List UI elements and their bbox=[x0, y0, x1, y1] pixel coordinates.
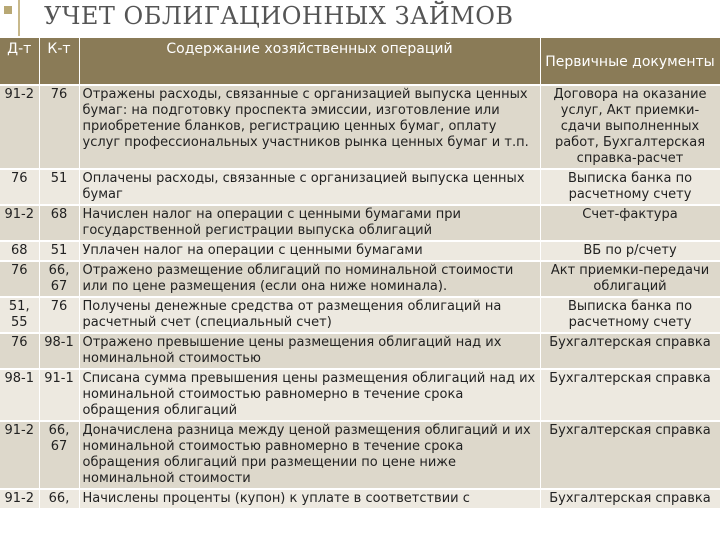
debit-cell: 76 bbox=[0, 169, 39, 205]
page-title: УЧЕТ ОБЛИГАЦИОННЫХ ЗАЙМОВ bbox=[44, 2, 514, 30]
credit-cell: 66, bbox=[39, 489, 79, 508]
header-credit: К-т bbox=[39, 38, 79, 85]
table-header-row bbox=[0, 38, 720, 85]
documents-cell: Выписка банка по расчетному счету bbox=[540, 297, 720, 333]
table-row bbox=[0, 421, 720, 489]
documents-cell: Бухгалтерская справка bbox=[540, 369, 720, 421]
description-cell: Доначислена разница между ценой размещения облигаций и их номинальной стоимостью равномерно в течение срока обращения облигаций при размещении по цене ниже номинальной стоимости bbox=[79, 421, 540, 489]
credit-cell: 98-1 bbox=[39, 333, 79, 369]
debit-cell: 91-2 bbox=[0, 85, 39, 169]
description-cell: Начислены проценты (купон) к уплате в соответствии с bbox=[79, 489, 540, 508]
decorative-square-icon bbox=[4, 6, 12, 14]
documents-cell: ВБ по р/счету bbox=[540, 241, 720, 261]
credit-cell: 51 bbox=[39, 241, 79, 261]
documents-cell: Счет-фактура bbox=[540, 205, 720, 241]
header-description: Содержание хозяйственных операций bbox=[79, 38, 540, 85]
table-row bbox=[0, 205, 720, 241]
table-row bbox=[0, 241, 720, 261]
credit-cell: 91-1 bbox=[39, 369, 79, 421]
table-row bbox=[0, 333, 720, 369]
credit-cell: 66, 67 bbox=[39, 261, 79, 297]
debit-cell: 91-2 bbox=[0, 421, 39, 489]
documents-cell: Бухгалтерская справка bbox=[540, 421, 720, 489]
debit-cell: 76 bbox=[0, 261, 39, 297]
description-cell: Отражены расходы, связанные с организацией выпуска ценных бумаг: на подготовку проспекта эмиссии, изготовление или приобретение бланков, регистрацию ценных бумаг, оплату услуг профессиональных участников рынка ценных бумаг и т.п. bbox=[79, 85, 540, 169]
debit-cell: 98-1 bbox=[0, 369, 39, 421]
operations-table bbox=[0, 38, 720, 508]
header-debit: Д-т bbox=[0, 38, 39, 85]
table-row bbox=[0, 297, 720, 333]
debit-cell: 76 bbox=[0, 333, 39, 369]
credit-cell: 66, 67 bbox=[39, 421, 79, 489]
credit-cell: 51 bbox=[39, 169, 79, 205]
debit-cell: 91-2 bbox=[0, 489, 39, 508]
documents-cell: Бухгалтерская справка bbox=[540, 489, 720, 508]
debit-cell: 51, 55 bbox=[0, 297, 39, 333]
description-cell: Оплачены расходы, связанные с организацией выпуска ценных бумаг bbox=[79, 169, 540, 205]
debit-cell: 91-2 bbox=[0, 205, 39, 241]
table-row bbox=[0, 261, 720, 297]
header-documents: Первичные документы bbox=[540, 38, 720, 85]
debit-cell: 68 bbox=[0, 241, 39, 261]
description-cell: Списана сумма превышения цены размещения облигаций над их номинальной стоимостью равномерно в течение срока обращения облигаций bbox=[79, 369, 540, 421]
description-cell: Получены денежные средства от размещения облигаций на расчетный счет (специальный счет) bbox=[79, 297, 540, 333]
credit-cell: 68 bbox=[39, 205, 79, 241]
credit-cell: 76 bbox=[39, 85, 79, 169]
description-cell: Уплачен налог на операции с ценными бумагами bbox=[79, 241, 540, 261]
table-row bbox=[0, 85, 720, 169]
table-row bbox=[0, 369, 720, 421]
documents-cell: Выписка банка по расчетному счету bbox=[540, 169, 720, 205]
table-row bbox=[0, 489, 720, 508]
documents-cell: Акт приемки-передачи облигаций bbox=[540, 261, 720, 297]
table-row bbox=[0, 169, 720, 205]
documents-cell: Бухгалтерская справка bbox=[540, 333, 720, 369]
documents-cell: Договора на оказание услуг, Акт приемки-сдачи выполненных работ, Бухгалтерская справка-расчет bbox=[540, 85, 720, 169]
description-cell: Отражено размещение облигаций по номинальной стоимости или по цене размещения (если она ниже номинала). bbox=[79, 261, 540, 297]
credit-cell: 76 bbox=[39, 297, 79, 333]
description-cell: Отражено превышение цены размещения облигаций над их номинальной стоимостью bbox=[79, 333, 540, 369]
description-cell: Начислен налог на операции с ценными бумагами при государственной регистрации выпуска облигаций bbox=[79, 205, 540, 241]
